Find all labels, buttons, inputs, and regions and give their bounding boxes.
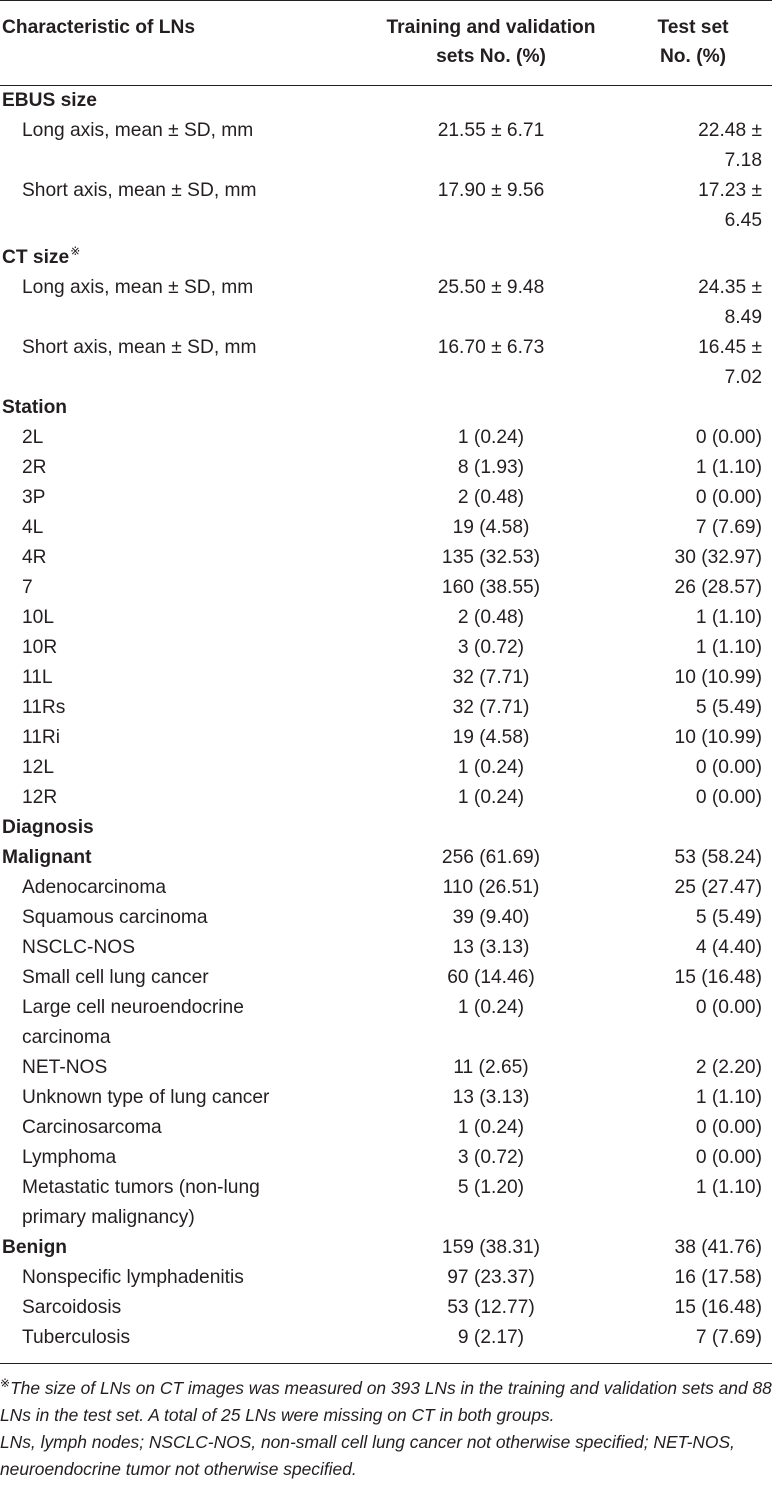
table-row <box>0 543 772 573</box>
row-test-value <box>622 783 772 813</box>
row-test-value <box>622 116 772 176</box>
footnote-ct-note <box>0 1370 772 1429</box>
section-title-text: CT size <box>2 247 70 268</box>
row-train-value: 9 (2.17) <box>457 1327 525 1348</box>
table-row <box>0 1143 772 1173</box>
table-row <box>0 1173 772 1233</box>
row-label <box>0 513 330 543</box>
row-label-text: NET-NOS <box>22 1057 108 1078</box>
row-test-value <box>622 176 772 236</box>
row-train-value: 13 (3.13) <box>452 937 530 958</box>
row-test-text: 24.35 ± <box>698 277 762 298</box>
row-label-text: NSCLC-NOS <box>22 937 136 958</box>
table-row <box>0 933 772 963</box>
section-row <box>0 236 772 273</box>
row-test-text: 1 (1.10) <box>695 637 762 658</box>
table-row <box>0 116 772 176</box>
row-label-text: Adenocarcinoma <box>22 877 166 898</box>
row-label-text: 4R <box>22 547 47 568</box>
row-train-value: 3 (0.72) <box>457 637 525 658</box>
row-label-text: 2R <box>22 457 47 478</box>
row-test-value <box>622 663 772 693</box>
table-row <box>0 993 772 1053</box>
row-label-text: Tuberculosis <box>22 1327 131 1348</box>
row-test-value <box>622 753 772 783</box>
section-test-value: 38 (41.76) <box>674 1237 762 1258</box>
row-test-text: 1 (1.10) <box>695 607 762 628</box>
row-label-text: 12L <box>22 757 55 778</box>
row-label <box>0 1263 330 1293</box>
row-label-text: Lymphoma <box>22 1147 117 1168</box>
table-row <box>0 423 772 453</box>
row-train-value: 19 (4.58) <box>452 727 530 748</box>
row-test-value <box>622 1083 772 1113</box>
row-label-text: 4L <box>22 517 44 538</box>
table-row <box>0 663 772 693</box>
section-test-value <box>622 393 772 423</box>
header-test-line1: Test set <box>657 17 729 38</box>
row-label-text: 10L <box>22 607 55 628</box>
row-test-value <box>622 423 772 453</box>
row-label-text: 2L <box>22 427 44 448</box>
table-row <box>0 1113 772 1143</box>
row-label <box>0 453 330 483</box>
row-test-value <box>622 993 772 1053</box>
row-label <box>0 663 330 693</box>
header-training-line2: sets No. (%) <box>436 46 546 67</box>
row-label <box>0 116 330 176</box>
row-test-text: 16 (17.58) <box>674 1267 762 1288</box>
row-label-continuation: carcinoma <box>22 1027 111 1048</box>
row-test-value <box>622 273 772 333</box>
section-title <box>0 393 330 423</box>
row-train-value: 16.70 ± 6.73 <box>437 337 545 358</box>
row-label <box>0 1083 330 1113</box>
row-train-value: 97 (23.37) <box>447 1267 535 1288</box>
reference-mark: ※ <box>70 244 81 258</box>
row-test-text: 7 (7.69) <box>695 517 762 538</box>
row-test-value <box>622 633 772 663</box>
row-train-value: 13 (3.13) <box>452 1087 530 1108</box>
section-test-value: 53 (58.24) <box>674 847 762 868</box>
footnote-text-1: The size of LNs on CT images was measured on 393 LNs in the training and validation sets and 88 LNs in the test set. A total of 25 LNs were missing on CT in both groups. <box>0 1378 772 1425</box>
row-label <box>0 176 330 236</box>
table-row <box>0 1053 772 1083</box>
row-label-text: Long axis, mean ± SD, mm <box>22 277 254 298</box>
row-test-value <box>622 873 772 903</box>
section-test-value <box>622 236 772 273</box>
footnote-mark: ※ <box>0 1376 11 1390</box>
row-test-text: 30 (32.97) <box>674 547 762 568</box>
row-label-text: 10R <box>22 637 58 658</box>
row-test-text: 0 (0.00) <box>695 1117 762 1138</box>
row-test-text: 0 (0.00) <box>695 427 762 448</box>
row-test-text: 7 (7.69) <box>695 1327 762 1348</box>
row-train-value: 1 (0.24) <box>457 757 525 778</box>
section-train-value <box>330 236 622 273</box>
row-label-text: Short axis, mean ± SD, mm <box>22 180 257 201</box>
row-label <box>0 993 330 1053</box>
table-row <box>0 273 772 333</box>
section-train-value <box>330 86 622 117</box>
section-test-value <box>622 86 772 117</box>
row-test-value <box>622 723 772 753</box>
row-label-text: Long axis, mean ± SD, mm <box>22 120 254 141</box>
row-test-text: 0 (0.00) <box>695 487 762 508</box>
row-test-value <box>622 1113 772 1143</box>
row-test-value <box>622 333 772 393</box>
header-test-line2: No. (%) <box>659 46 727 67</box>
table-row <box>0 176 772 236</box>
row-train-value: 1 (0.24) <box>457 427 525 448</box>
row-train-value: 1 (0.24) <box>457 997 525 1018</box>
row-train-value: 2 (0.48) <box>457 487 525 508</box>
row-train-value: 135 (32.53) <box>441 547 541 568</box>
row-test-text: 26 (28.57) <box>674 577 762 598</box>
table-row <box>0 483 772 513</box>
row-train-value: 11 (2.65) <box>453 1057 529 1078</box>
row-label <box>0 783 330 813</box>
table-row <box>0 1323 772 1353</box>
row-train-value: 32 (7.71) <box>452 667 530 688</box>
table-row <box>0 753 772 783</box>
section-train-value: 256 (61.69) <box>441 847 541 868</box>
row-train-value: 32 (7.71) <box>452 697 530 718</box>
section-train-value <box>330 813 622 843</box>
row-test-value <box>622 933 772 963</box>
row-train-value: 2 (0.48) <box>457 607 525 628</box>
row-test-value <box>622 573 772 603</box>
section-title-text: Station <box>2 397 68 418</box>
row-label <box>0 423 330 453</box>
row-label <box>0 1053 330 1083</box>
row-test-text: 15 (16.48) <box>674 967 762 988</box>
table-row <box>0 333 772 393</box>
row-train-value: 60 (14.46) <box>447 967 535 988</box>
table-row <box>0 453 772 483</box>
row-test-text: 5 (5.49) <box>695 907 762 928</box>
row-test-value <box>622 693 772 723</box>
row-label-text: 7 <box>22 577 33 598</box>
header-characteristic: Characteristic of LNs <box>0 1 330 86</box>
row-label <box>0 543 330 573</box>
row-test-text: 25 (27.47) <box>674 877 762 898</box>
row-test-text: 2 (2.20) <box>695 1057 762 1078</box>
row-test-text: 4 (4.40) <box>695 937 762 958</box>
footnote <box>0 1364 772 1483</box>
section-title-text: Malignant <box>2 847 92 868</box>
row-label <box>0 273 330 333</box>
row-train-value: 8 (1.93) <box>457 457 525 478</box>
row-test-text: 10 (10.99) <box>674 727 762 748</box>
section-row <box>0 86 772 117</box>
section-train-value: 159 (38.31) <box>441 1237 541 1258</box>
section-row <box>0 843 772 873</box>
row-test-text: 16.45 ± <box>698 337 762 358</box>
section-title <box>0 86 330 117</box>
row-test-value <box>622 1293 772 1323</box>
row-label <box>0 573 330 603</box>
row-test-text: 22.48 ± <box>698 120 762 141</box>
section-test-value <box>622 813 772 843</box>
section-title <box>0 843 330 873</box>
row-train-value: 25.50 ± 9.48 <box>437 277 545 298</box>
table-row <box>0 963 772 993</box>
row-test-value <box>622 1053 772 1083</box>
row-train-value: 5 (1.20) <box>457 1177 525 1198</box>
row-label <box>0 723 330 753</box>
row-test-text: 1 (1.10) <box>695 1177 762 1198</box>
row-label <box>0 483 330 513</box>
table-row <box>0 1083 772 1113</box>
row-test-text: 0 (0.00) <box>695 997 762 1018</box>
row-test-value <box>622 963 772 993</box>
row-label-text: Unknown type of lung cancer <box>22 1087 270 1108</box>
row-test-continuation: 7.02 <box>724 367 762 388</box>
row-label-text: 11Rs <box>22 697 66 718</box>
row-test-value <box>622 483 772 513</box>
row-test-value <box>622 603 772 633</box>
row-label <box>0 753 330 783</box>
row-label-continuation: primary malignancy) <box>22 1207 195 1228</box>
section-title-text: Diagnosis <box>2 817 94 838</box>
row-train-value: 110 (26.51) <box>442 877 540 898</box>
section-row <box>0 1233 772 1263</box>
table-row <box>0 1293 772 1323</box>
section-title-text: EBUS size <box>2 90 97 111</box>
row-test-text: 0 (0.00) <box>695 1147 762 1168</box>
row-label <box>0 1173 330 1233</box>
table-row <box>0 603 772 633</box>
header-training-validation <box>330 1 622 86</box>
row-label <box>0 963 330 993</box>
header-training-line1: Training and validation <box>386 17 596 38</box>
row-train-value: 21.55 ± 6.71 <box>437 120 545 141</box>
section-title-text: Benign <box>2 1237 68 1258</box>
header-test-set <box>622 1 772 86</box>
row-label <box>0 603 330 633</box>
row-label-text: Metastatic tumors (non-lung <box>22 1177 260 1198</box>
row-test-value <box>622 903 772 933</box>
row-label-text: Nonspecific lymphadenitis <box>22 1267 244 1288</box>
table-row <box>0 633 772 663</box>
table-header-row <box>0 1 772 86</box>
section-title <box>0 1233 330 1263</box>
row-label-text: 3P <box>22 487 46 508</box>
row-test-value <box>622 1263 772 1293</box>
row-test-continuation: 6.45 <box>724 210 762 231</box>
row-test-value <box>622 543 772 573</box>
table-row <box>0 693 772 723</box>
row-label <box>0 693 330 723</box>
row-test-value <box>622 1143 772 1173</box>
row-test-text: 15 (16.48) <box>674 1297 762 1318</box>
row-train-value: 1 (0.24) <box>457 787 525 808</box>
row-test-continuation: 8.49 <box>724 307 762 328</box>
row-test-text: 1 (1.10) <box>695 1087 762 1108</box>
row-label <box>0 633 330 663</box>
row-label-text: Sarcoidosis <box>22 1297 122 1318</box>
row-label-text: 12R <box>22 787 58 808</box>
section-row <box>0 813 772 843</box>
table-row <box>0 903 772 933</box>
row-test-text: 0 (0.00) <box>695 787 762 808</box>
row-test-text: 1 (1.10) <box>695 457 762 478</box>
table-body <box>0 86 772 1354</box>
section-train-value <box>330 393 622 423</box>
row-test-text: 0 (0.00) <box>695 757 762 778</box>
row-label <box>0 1113 330 1143</box>
row-train-value: 53 (12.77) <box>447 1297 535 1318</box>
section-title <box>0 236 330 273</box>
row-label <box>0 1143 330 1173</box>
table-row <box>0 513 772 543</box>
row-label <box>0 333 330 393</box>
row-label-text: 11Ri <box>22 727 61 748</box>
row-label-text: Squamous carcinoma <box>22 907 208 928</box>
row-label-text: 11L <box>22 667 53 688</box>
row-label-text: Large cell neuroendocrine <box>22 997 244 1018</box>
row-label <box>0 1293 330 1323</box>
row-test-text: 5 (5.49) <box>695 697 762 718</box>
row-test-value <box>622 513 772 543</box>
row-label-text: Short axis, mean ± SD, mm <box>22 337 257 358</box>
row-test-continuation: 7.18 <box>724 150 762 171</box>
row-label <box>0 1323 330 1353</box>
table-row <box>0 723 772 753</box>
row-train-value: 3 (0.72) <box>457 1147 525 1168</box>
row-train-value: 160 (38.55) <box>441 577 541 598</box>
section-row <box>0 393 772 423</box>
row-label <box>0 933 330 963</box>
row-test-value <box>622 1323 772 1353</box>
section-title <box>0 813 330 843</box>
row-label-text: Carcinosarcoma <box>22 1117 162 1138</box>
row-test-value <box>622 453 772 483</box>
row-test-value <box>622 1173 772 1233</box>
row-train-value: 19 (4.58) <box>452 517 530 538</box>
footnote-abbreviations: LNs, lymph nodes; NSCLC-NOS, non-small cell lung cancer not otherwise specified; NET-NOS, neuroendocrine tumor not otherwise specified. <box>0 1432 735 1479</box>
row-train-value: 1 (0.24) <box>457 1117 525 1138</box>
row-test-text: 17.23 ± <box>698 180 762 201</box>
table-row <box>0 783 772 813</box>
table-row <box>0 1263 772 1293</box>
table-row <box>0 873 772 903</box>
row-train-value: 17.90 ± 9.56 <box>437 180 545 201</box>
row-label <box>0 903 330 933</box>
row-label-text: Small cell lung cancer <box>22 967 209 988</box>
row-train-value: 39 (9.40) <box>452 907 530 928</box>
table-row <box>0 573 772 603</box>
row-test-text: 10 (10.99) <box>674 667 762 688</box>
row-label <box>0 873 330 903</box>
